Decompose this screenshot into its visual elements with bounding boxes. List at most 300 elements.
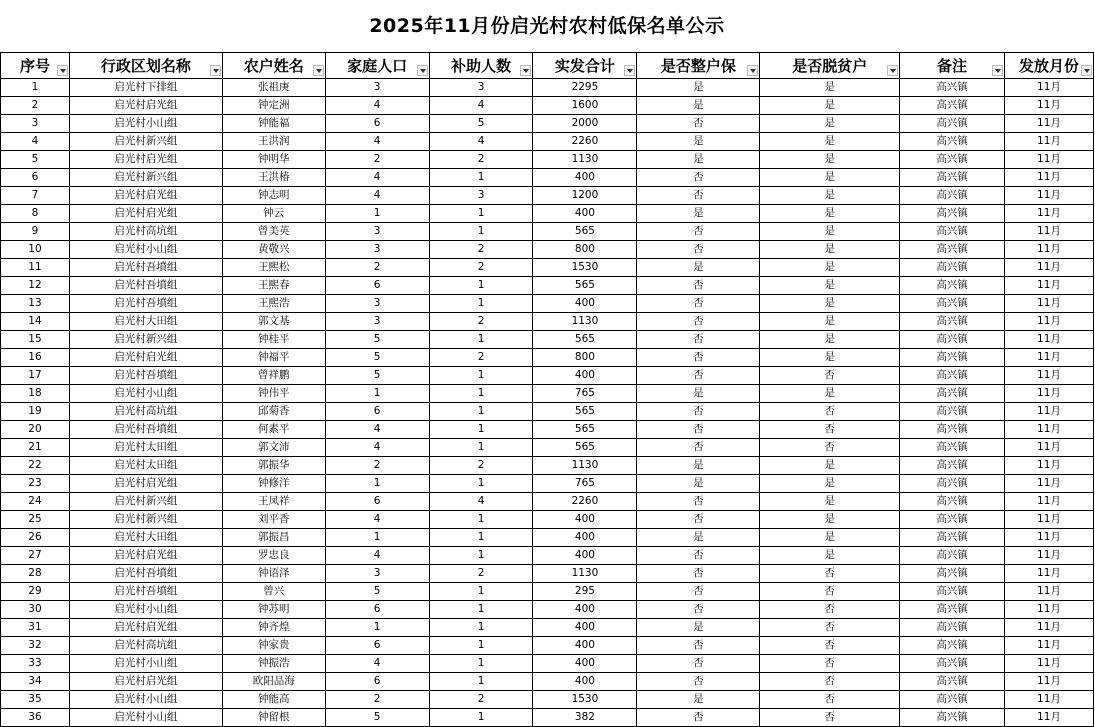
cell-total[interactable]: 400: [533, 637, 637, 655]
cell-seq[interactable]: 26: [1, 529, 70, 547]
cell-region[interactable]: 启光村新兴组: [69, 133, 222, 151]
cell-month[interactable]: 11月: [1004, 313, 1093, 331]
cell-seq[interactable]: 6: [1, 169, 70, 187]
cell-family-size[interactable]: 1: [325, 619, 429, 637]
cell-month[interactable]: 11月: [1004, 349, 1093, 367]
cell-remarks[interactable]: 高兴镇: [900, 241, 1005, 259]
cell-total[interactable]: 400: [533, 601, 637, 619]
cell-aided-count[interactable]: 3: [429, 79, 533, 97]
cell-poverty-exit[interactable]: 是: [760, 511, 900, 529]
cell-remarks[interactable]: 高兴镇: [900, 331, 1005, 349]
cell-region[interactable]: 启光村启光组: [69, 205, 222, 223]
cell-seq[interactable]: 23: [1, 475, 70, 493]
cell-total[interactable]: 1530: [533, 691, 637, 709]
cell-seq[interactable]: 31: [1, 619, 70, 637]
cell-remarks[interactable]: 高兴镇: [900, 115, 1005, 133]
cell-farmer-name[interactable]: 钟能高: [222, 691, 325, 709]
cell-region[interactable]: 启光村启光组: [69, 187, 222, 205]
cell-aided-count[interactable]: 1: [429, 601, 533, 619]
cell-total[interactable]: 565: [533, 277, 637, 295]
cell-aided-count[interactable]: 1: [429, 367, 533, 385]
cell-total[interactable]: 565: [533, 403, 637, 421]
cell-aided-count[interactable]: 1: [429, 223, 533, 241]
cell-remarks[interactable]: 高兴镇: [900, 511, 1005, 529]
cell-family-size[interactable]: 2: [325, 691, 429, 709]
cell-farmer-name[interactable]: 钟苏明: [222, 601, 325, 619]
cell-seq[interactable]: 22: [1, 457, 70, 475]
cell-seq[interactable]: 29: [1, 583, 70, 601]
cell-farmer-name[interactable]: 邱菊香: [222, 403, 325, 421]
cell-seq[interactable]: 27: [1, 547, 70, 565]
cell-farmer-name[interactable]: 钟明华: [222, 151, 325, 169]
cell-farmer-name[interactable]: 钟伟平: [222, 385, 325, 403]
cell-aided-count[interactable]: 1: [429, 439, 533, 457]
filter-dropdown-icon[interactable]: [210, 65, 221, 76]
cell-region[interactable]: 启光村吾墳组: [69, 367, 222, 385]
cell-poverty-exit[interactable]: 是: [760, 187, 900, 205]
cell-whole-household[interactable]: 否: [637, 439, 760, 457]
cell-region[interactable]: 启光村小山组: [69, 115, 222, 133]
cell-total[interactable]: 2260: [533, 133, 637, 151]
cell-total[interactable]: 400: [533, 169, 637, 187]
cell-aided-count[interactable]: 2: [429, 457, 533, 475]
cell-seq[interactable]: 13: [1, 295, 70, 313]
cell-seq[interactable]: 10: [1, 241, 70, 259]
cell-whole-household[interactable]: 否: [637, 655, 760, 673]
cell-region[interactable]: 启光村启光组: [69, 475, 222, 493]
cell-month[interactable]: 11月: [1004, 547, 1093, 565]
cell-family-size[interactable]: 1: [325, 205, 429, 223]
cell-region[interactable]: 启光村启光组: [69, 547, 222, 565]
cell-aided-count[interactable]: 1: [429, 475, 533, 493]
cell-poverty-exit[interactable]: 是: [760, 385, 900, 403]
cell-region[interactable]: 启光村新兴组: [69, 331, 222, 349]
cell-farmer-name[interactable]: 郭振昌: [222, 529, 325, 547]
cell-poverty-exit[interactable]: 否: [760, 673, 900, 691]
cell-farmer-name[interactable]: 王洪润: [222, 133, 325, 151]
cell-remarks[interactable]: 高兴镇: [900, 223, 1005, 241]
cell-month[interactable]: 11月: [1004, 295, 1093, 313]
cell-family-size[interactable]: 1: [325, 529, 429, 547]
filter-dropdown-icon[interactable]: [624, 65, 635, 76]
cell-family-size[interactable]: 6: [325, 115, 429, 133]
cell-month[interactable]: 11月: [1004, 385, 1093, 403]
cell-region[interactable]: 启光村小山组: [69, 655, 222, 673]
cell-aided-count[interactable]: 5: [429, 115, 533, 133]
cell-family-size[interactable]: 2: [325, 259, 429, 277]
cell-whole-household[interactable]: 是: [637, 385, 760, 403]
cell-whole-household[interactable]: 否: [637, 493, 760, 511]
cell-farmer-name[interactable]: 曾兴: [222, 583, 325, 601]
cell-aided-count[interactable]: 1: [429, 295, 533, 313]
cell-total[interactable]: 1530: [533, 259, 637, 277]
cell-farmer-name[interactable]: 钟留根: [222, 709, 325, 727]
cell-region[interactable]: 启光村小山组: [69, 241, 222, 259]
cell-aided-count[interactable]: 2: [429, 259, 533, 277]
cell-aided-count[interactable]: 4: [429, 493, 533, 511]
cell-total[interactable]: 565: [533, 331, 637, 349]
filter-dropdown-icon[interactable]: [1081, 65, 1092, 76]
cell-region[interactable]: 启光村小山组: [69, 709, 222, 727]
cell-aided-count[interactable]: 2: [429, 313, 533, 331]
cell-aided-count[interactable]: 1: [429, 655, 533, 673]
cell-family-size[interactable]: 2: [325, 457, 429, 475]
cell-aided-count[interactable]: 4: [429, 133, 533, 151]
cell-family-size[interactable]: 4: [325, 97, 429, 115]
cell-remarks[interactable]: 高兴镇: [900, 619, 1005, 637]
cell-region[interactable]: 启光村大田组: [69, 529, 222, 547]
filter-dropdown-icon[interactable]: [747, 65, 758, 76]
cell-region[interactable]: 启光村大田组: [69, 313, 222, 331]
cell-seq[interactable]: 11: [1, 259, 70, 277]
cell-remarks[interactable]: 高兴镇: [900, 133, 1005, 151]
cell-poverty-exit[interactable]: 是: [760, 205, 900, 223]
cell-seq[interactable]: 28: [1, 565, 70, 583]
cell-remarks[interactable]: 高兴镇: [900, 277, 1005, 295]
cell-month[interactable]: 11月: [1004, 97, 1093, 115]
cell-poverty-exit[interactable]: 否: [760, 583, 900, 601]
cell-total[interactable]: 800: [533, 241, 637, 259]
cell-poverty-exit[interactable]: 是: [760, 349, 900, 367]
cell-whole-household[interactable]: 否: [637, 223, 760, 241]
cell-seq[interactable]: 35: [1, 691, 70, 709]
cell-farmer-name[interactable]: 曾美英: [222, 223, 325, 241]
cell-remarks[interactable]: 高兴镇: [900, 187, 1005, 205]
cell-seq[interactable]: 16: [1, 349, 70, 367]
cell-whole-household[interactable]: 否: [637, 349, 760, 367]
cell-poverty-exit[interactable]: 否: [760, 421, 900, 439]
cell-month[interactable]: 11月: [1004, 565, 1093, 583]
cell-family-size[interactable]: 1: [325, 475, 429, 493]
cell-remarks[interactable]: 高兴镇: [900, 295, 1005, 313]
cell-aided-count[interactable]: 4: [429, 97, 533, 115]
cell-remarks[interactable]: 高兴镇: [900, 259, 1005, 277]
cell-family-size[interactable]: 6: [325, 673, 429, 691]
cell-family-size[interactable]: 4: [325, 547, 429, 565]
cell-family-size[interactable]: 3: [325, 241, 429, 259]
cell-whole-household[interactable]: 否: [637, 115, 760, 133]
cell-seq[interactable]: 2: [1, 97, 70, 115]
cell-region[interactable]: 启光村吾墳组: [69, 259, 222, 277]
cell-poverty-exit[interactable]: 是: [760, 331, 900, 349]
cell-farmer-name[interactable]: 钟桂平: [222, 331, 325, 349]
cell-remarks[interactable]: 高兴镇: [900, 565, 1005, 583]
cell-remarks[interactable]: 高兴镇: [900, 691, 1005, 709]
cell-family-size[interactable]: 4: [325, 169, 429, 187]
cell-remarks[interactable]: 高兴镇: [900, 349, 1005, 367]
cell-total[interactable]: 382: [533, 709, 637, 727]
cell-farmer-name[interactable]: 钟修洋: [222, 475, 325, 493]
filter-dropdown-icon[interactable]: [313, 65, 324, 76]
cell-month[interactable]: 11月: [1004, 637, 1093, 655]
cell-poverty-exit[interactable]: 是: [760, 79, 900, 97]
cell-seq[interactable]: 4: [1, 133, 70, 151]
cell-farmer-name[interactable]: 钟家贵: [222, 637, 325, 655]
cell-total[interactable]: 400: [533, 673, 637, 691]
cell-poverty-exit[interactable]: 是: [760, 151, 900, 169]
cell-family-size[interactable]: 6: [325, 403, 429, 421]
cell-region[interactable]: 启光村新兴组: [69, 169, 222, 187]
cell-remarks[interactable]: 高兴镇: [900, 367, 1005, 385]
cell-remarks[interactable]: 高兴镇: [900, 457, 1005, 475]
cell-region[interactable]: 启光村启光组: [69, 349, 222, 367]
cell-farmer-name[interactable]: 钟语泽: [222, 565, 325, 583]
cell-aided-count[interactable]: 1: [429, 529, 533, 547]
cell-family-size[interactable]: 4: [325, 421, 429, 439]
cell-poverty-exit[interactable]: 否: [760, 565, 900, 583]
filter-dropdown-icon[interactable]: [992, 65, 1003, 76]
cell-remarks[interactable]: 高兴镇: [900, 655, 1005, 673]
cell-total[interactable]: 2295: [533, 79, 637, 97]
cell-region[interactable]: 启光村小山组: [69, 691, 222, 709]
filter-dropdown-icon[interactable]: [417, 65, 428, 76]
cell-farmer-name[interactable]: 钟定洲: [222, 97, 325, 115]
filter-dropdown-icon[interactable]: [887, 65, 898, 76]
cell-whole-household[interactable]: 否: [637, 547, 760, 565]
cell-family-size[interactable]: 6: [325, 601, 429, 619]
cell-month[interactable]: 11月: [1004, 493, 1093, 511]
cell-region[interactable]: 启光村启光组: [69, 673, 222, 691]
cell-month[interactable]: 11月: [1004, 151, 1093, 169]
cell-whole-household[interactable]: 否: [637, 313, 760, 331]
cell-month[interactable]: 11月: [1004, 619, 1093, 637]
cell-whole-household[interactable]: 否: [637, 673, 760, 691]
cell-region[interactable]: 启光村新兴组: [69, 493, 222, 511]
cell-seq[interactable]: 14: [1, 313, 70, 331]
cell-poverty-exit[interactable]: 是: [760, 241, 900, 259]
cell-farmer-name[interactable]: 罗忠良: [222, 547, 325, 565]
cell-whole-household[interactable]: 是: [637, 457, 760, 475]
cell-whole-household[interactable]: 否: [637, 331, 760, 349]
cell-seq[interactable]: 9: [1, 223, 70, 241]
cell-family-size[interactable]: 3: [325, 313, 429, 331]
cell-whole-household[interactable]: 否: [637, 169, 760, 187]
cell-month[interactable]: 11月: [1004, 259, 1093, 277]
cell-poverty-exit[interactable]: 是: [760, 295, 900, 313]
cell-region[interactable]: 启光村小山组: [69, 601, 222, 619]
cell-total[interactable]: 400: [533, 205, 637, 223]
cell-region[interactable]: 启光村高坑组: [69, 637, 222, 655]
cell-region[interactable]: 启光村新兴组: [69, 511, 222, 529]
cell-month[interactable]: 11月: [1004, 709, 1093, 727]
cell-poverty-exit[interactable]: 否: [760, 619, 900, 637]
cell-total[interactable]: 2260: [533, 493, 637, 511]
cell-poverty-exit[interactable]: 是: [760, 547, 900, 565]
cell-poverty-exit[interactable]: 否: [760, 637, 900, 655]
cell-region[interactable]: 启光村吾墳组: [69, 583, 222, 601]
cell-poverty-exit[interactable]: 否: [760, 367, 900, 385]
cell-remarks[interactable]: 高兴镇: [900, 475, 1005, 493]
cell-remarks[interactable]: 高兴镇: [900, 439, 1005, 457]
cell-total[interactable]: 400: [533, 547, 637, 565]
cell-total[interactable]: 1130: [533, 151, 637, 169]
cell-region[interactable]: 启光村启光组: [69, 151, 222, 169]
cell-poverty-exit[interactable]: 否: [760, 439, 900, 457]
cell-farmer-name[interactable]: 王凤祥: [222, 493, 325, 511]
cell-seq[interactable]: 34: [1, 673, 70, 691]
cell-family-size[interactable]: 3: [325, 223, 429, 241]
cell-poverty-exit[interactable]: 是: [760, 277, 900, 295]
cell-month[interactable]: 11月: [1004, 367, 1093, 385]
cell-farmer-name[interactable]: 刘平香: [222, 511, 325, 529]
cell-region[interactable]: 启光村小山组: [69, 385, 222, 403]
cell-total[interactable]: 1200: [533, 187, 637, 205]
cell-seq[interactable]: 17: [1, 367, 70, 385]
cell-total[interactable]: 565: [533, 223, 637, 241]
cell-farmer-name[interactable]: 王洪椿: [222, 169, 325, 187]
cell-region[interactable]: 启光村太田组: [69, 457, 222, 475]
cell-total[interactable]: 400: [533, 529, 637, 547]
cell-poverty-exit[interactable]: 否: [760, 691, 900, 709]
cell-month[interactable]: 11月: [1004, 475, 1093, 493]
cell-remarks[interactable]: 高兴镇: [900, 583, 1005, 601]
cell-remarks[interactable]: 高兴镇: [900, 709, 1005, 727]
cell-seq[interactable]: 30: [1, 601, 70, 619]
cell-family-size[interactable]: 2: [325, 151, 429, 169]
cell-poverty-exit[interactable]: 是: [760, 97, 900, 115]
cell-month[interactable]: 11月: [1004, 673, 1093, 691]
cell-aided-count[interactable]: 1: [429, 403, 533, 421]
cell-family-size[interactable]: 4: [325, 133, 429, 151]
cell-whole-household[interactable]: 是: [637, 133, 760, 151]
cell-farmer-name[interactable]: 王熙浩: [222, 295, 325, 313]
cell-family-size[interactable]: 4: [325, 439, 429, 457]
cell-farmer-name[interactable]: 黄敬兴: [222, 241, 325, 259]
cell-month[interactable]: 11月: [1004, 601, 1093, 619]
cell-month[interactable]: 11月: [1004, 421, 1093, 439]
cell-total[interactable]: 295: [533, 583, 637, 601]
cell-whole-household[interactable]: 否: [637, 637, 760, 655]
cell-whole-household[interactable]: 是: [637, 205, 760, 223]
cell-seq[interactable]: 18: [1, 385, 70, 403]
cell-poverty-exit[interactable]: 是: [760, 115, 900, 133]
cell-month[interactable]: 11月: [1004, 439, 1093, 457]
cell-family-size[interactable]: 3: [325, 295, 429, 313]
cell-poverty-exit[interactable]: 是: [760, 133, 900, 151]
filter-dropdown-icon[interactable]: [57, 65, 68, 76]
cell-family-size[interactable]: 6: [325, 277, 429, 295]
cell-aided-count[interactable]: 1: [429, 637, 533, 655]
cell-region[interactable]: 启光村吾墳组: [69, 421, 222, 439]
cell-poverty-exit[interactable]: 是: [760, 313, 900, 331]
cell-farmer-name[interactable]: 王熙松: [222, 259, 325, 277]
cell-family-size[interactable]: 5: [325, 583, 429, 601]
cell-whole-household[interactable]: 否: [637, 565, 760, 583]
cell-remarks[interactable]: 高兴镇: [900, 385, 1005, 403]
cell-poverty-exit[interactable]: 是: [760, 529, 900, 547]
cell-whole-household[interactable]: 否: [637, 277, 760, 295]
cell-remarks[interactable]: 高兴镇: [900, 205, 1005, 223]
cell-family-size[interactable]: 5: [325, 331, 429, 349]
cell-poverty-exit[interactable]: 是: [760, 223, 900, 241]
cell-month[interactable]: 11月: [1004, 511, 1093, 529]
cell-whole-household[interactable]: 是: [637, 475, 760, 493]
cell-region[interactable]: 启光村启光组: [69, 97, 222, 115]
cell-seq[interactable]: 15: [1, 331, 70, 349]
cell-aided-count[interactable]: 2: [429, 151, 533, 169]
cell-remarks[interactable]: 高兴镇: [900, 169, 1005, 187]
cell-family-size[interactable]: 5: [325, 709, 429, 727]
cell-family-size[interactable]: 6: [325, 637, 429, 655]
cell-whole-household[interactable]: 否: [637, 241, 760, 259]
cell-remarks[interactable]: 高兴镇: [900, 403, 1005, 421]
cell-aided-count[interactable]: 1: [429, 709, 533, 727]
cell-total[interactable]: 1600: [533, 97, 637, 115]
cell-aided-count[interactable]: 1: [429, 331, 533, 349]
cell-region[interactable]: 启光村高坑组: [69, 403, 222, 421]
cell-aided-count[interactable]: 2: [429, 349, 533, 367]
cell-month[interactable]: 11月: [1004, 691, 1093, 709]
cell-farmer-name[interactable]: 钟振浩: [222, 655, 325, 673]
cell-remarks[interactable]: 高兴镇: [900, 637, 1005, 655]
cell-remarks[interactable]: 高兴镇: [900, 313, 1005, 331]
cell-family-size[interactable]: 3: [325, 565, 429, 583]
cell-poverty-exit[interactable]: 是: [760, 457, 900, 475]
cell-total[interactable]: 400: [533, 619, 637, 637]
cell-family-size[interactable]: 6: [325, 493, 429, 511]
cell-aided-count[interactable]: 3: [429, 187, 533, 205]
cell-total[interactable]: 400: [533, 367, 637, 385]
cell-total[interactable]: 400: [533, 655, 637, 673]
cell-month[interactable]: 11月: [1004, 115, 1093, 133]
cell-month[interactable]: 11月: [1004, 169, 1093, 187]
cell-whole-household[interactable]: 否: [637, 187, 760, 205]
cell-poverty-exit[interactable]: 是: [760, 493, 900, 511]
cell-whole-household[interactable]: 是: [637, 97, 760, 115]
cell-poverty-exit[interactable]: 是: [760, 259, 900, 277]
cell-family-size[interactable]: 1: [325, 385, 429, 403]
cell-family-size[interactable]: 4: [325, 655, 429, 673]
cell-family-size[interactable]: 4: [325, 187, 429, 205]
cell-whole-household[interactable]: 是: [637, 691, 760, 709]
cell-aided-count[interactable]: 2: [429, 691, 533, 709]
cell-seq[interactable]: 7: [1, 187, 70, 205]
cell-farmer-name[interactable]: 钟齐煌: [222, 619, 325, 637]
cell-whole-household[interactable]: 是: [637, 79, 760, 97]
cell-seq[interactable]: 12: [1, 277, 70, 295]
cell-total[interactable]: 800: [533, 349, 637, 367]
cell-seq[interactable]: 24: [1, 493, 70, 511]
cell-aided-count[interactable]: 1: [429, 583, 533, 601]
cell-remarks[interactable]: 高兴镇: [900, 151, 1005, 169]
cell-region[interactable]: 启光村高坑组: [69, 223, 222, 241]
cell-family-size[interactable]: 4: [325, 511, 429, 529]
cell-total[interactable]: 765: [533, 385, 637, 403]
cell-remarks[interactable]: 高兴镇: [900, 493, 1005, 511]
cell-aided-count[interactable]: 1: [429, 205, 533, 223]
cell-farmer-name[interactable]: 钟福平: [222, 349, 325, 367]
cell-aided-count[interactable]: 1: [429, 385, 533, 403]
cell-month[interactable]: 11月: [1004, 223, 1093, 241]
cell-aided-count[interactable]: 1: [429, 547, 533, 565]
cell-whole-household[interactable]: 是: [637, 619, 760, 637]
cell-seq[interactable]: 5: [1, 151, 70, 169]
cell-farmer-name[interactable]: 何素平: [222, 421, 325, 439]
cell-total[interactable]: 1130: [533, 565, 637, 583]
cell-region[interactable]: 启光村吾墳组: [69, 295, 222, 313]
cell-farmer-name[interactable]: 欧阳品海: [222, 673, 325, 691]
cell-seq[interactable]: 20: [1, 421, 70, 439]
cell-seq[interactable]: 32: [1, 637, 70, 655]
cell-aided-count[interactable]: 1: [429, 673, 533, 691]
cell-month[interactable]: 11月: [1004, 79, 1093, 97]
cell-region[interactable]: 启光村吾墳组: [69, 565, 222, 583]
cell-whole-household[interactable]: 是: [637, 151, 760, 169]
cell-farmer-name[interactable]: 曾祥鹏: [222, 367, 325, 385]
cell-remarks[interactable]: 高兴镇: [900, 601, 1005, 619]
cell-whole-household[interactable]: 否: [637, 583, 760, 601]
cell-remarks[interactable]: 高兴镇: [900, 673, 1005, 691]
